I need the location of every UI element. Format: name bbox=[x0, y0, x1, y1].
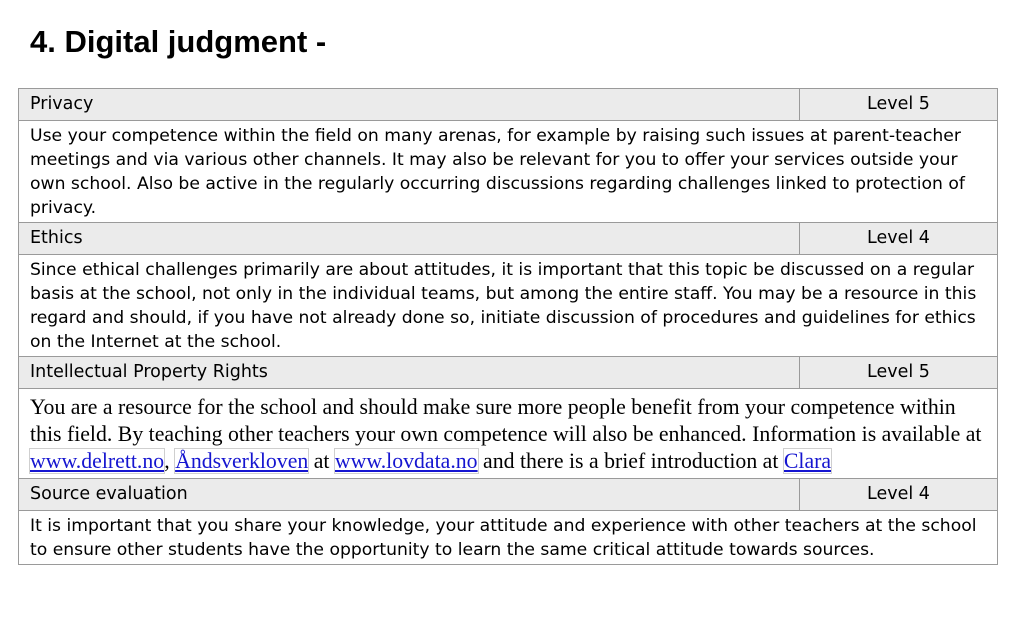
section-level: Level 5 bbox=[800, 357, 998, 389]
description-text: You are a resource for the school and should make sure more people benefit from your competence within this field. By teaching other teachers your own competence will also be enhanced. Information is available at bbox=[30, 395, 982, 446]
section-description-intellectual-property bbox=[19, 389, 998, 479]
section-name: Intellectual Property Rights bbox=[19, 357, 800, 389]
description-text: at bbox=[308, 449, 335, 473]
section-header-intellectual-property bbox=[19, 357, 998, 389]
competence-table bbox=[18, 88, 998, 565]
section-name: Source evaluation bbox=[19, 479, 800, 511]
section-description: Use your competence within the field on many arenas, for example by raising such issues at parent-teacher meetings and via various other channels. It may also be relevant for you to offer your services outside your own school. Also be active in the regularly occurring discussions regarding challenges linked to protection of privacy. bbox=[19, 121, 998, 223]
section-level: Level 4 bbox=[800, 223, 998, 255]
page-title: 4. Digital judgment - bbox=[30, 24, 327, 59]
section-description: Since ethical challenges primarily are about attitudes, it is important that this topic be discussed on a regular basis at the school, not only in the individual teams, but among the entire staff. You may be a resource in this regard and should, if you have not already done so, initiate discussion of procedures and guidelines for ethics on the Internet at the school. bbox=[19, 255, 998, 357]
section-name: Ethics bbox=[19, 223, 800, 255]
section-level: Level 5 bbox=[800, 89, 998, 121]
section-description: It is important that you share your knowledge, your attitude and experience with other teachers at the school to ensure other students have the opportunity to learn the same critical attitude towards sources. bbox=[19, 511, 998, 565]
andsverkloven-link[interactable]: Åndsverkloven bbox=[175, 449, 309, 473]
section-header-privacy bbox=[19, 89, 998, 121]
section-header-ethics bbox=[19, 223, 998, 255]
clara-link[interactable]: Clara bbox=[783, 449, 832, 473]
lovdata-link[interactable]: www.lovdata.no bbox=[334, 449, 478, 473]
section-level: Level 4 bbox=[800, 479, 998, 511]
section-description-privacy bbox=[19, 121, 998, 223]
description-text: , bbox=[164, 449, 176, 473]
section-description-source-evaluation bbox=[19, 511, 998, 565]
description-text: and there is a brief introduction at bbox=[477, 449, 784, 473]
delrett-link[interactable]: www.delrett.no bbox=[30, 449, 165, 473]
section-header-source-evaluation bbox=[19, 479, 998, 511]
section-description-ethics bbox=[19, 255, 998, 357]
section-description bbox=[19, 389, 998, 479]
section-name: Privacy bbox=[19, 89, 800, 121]
